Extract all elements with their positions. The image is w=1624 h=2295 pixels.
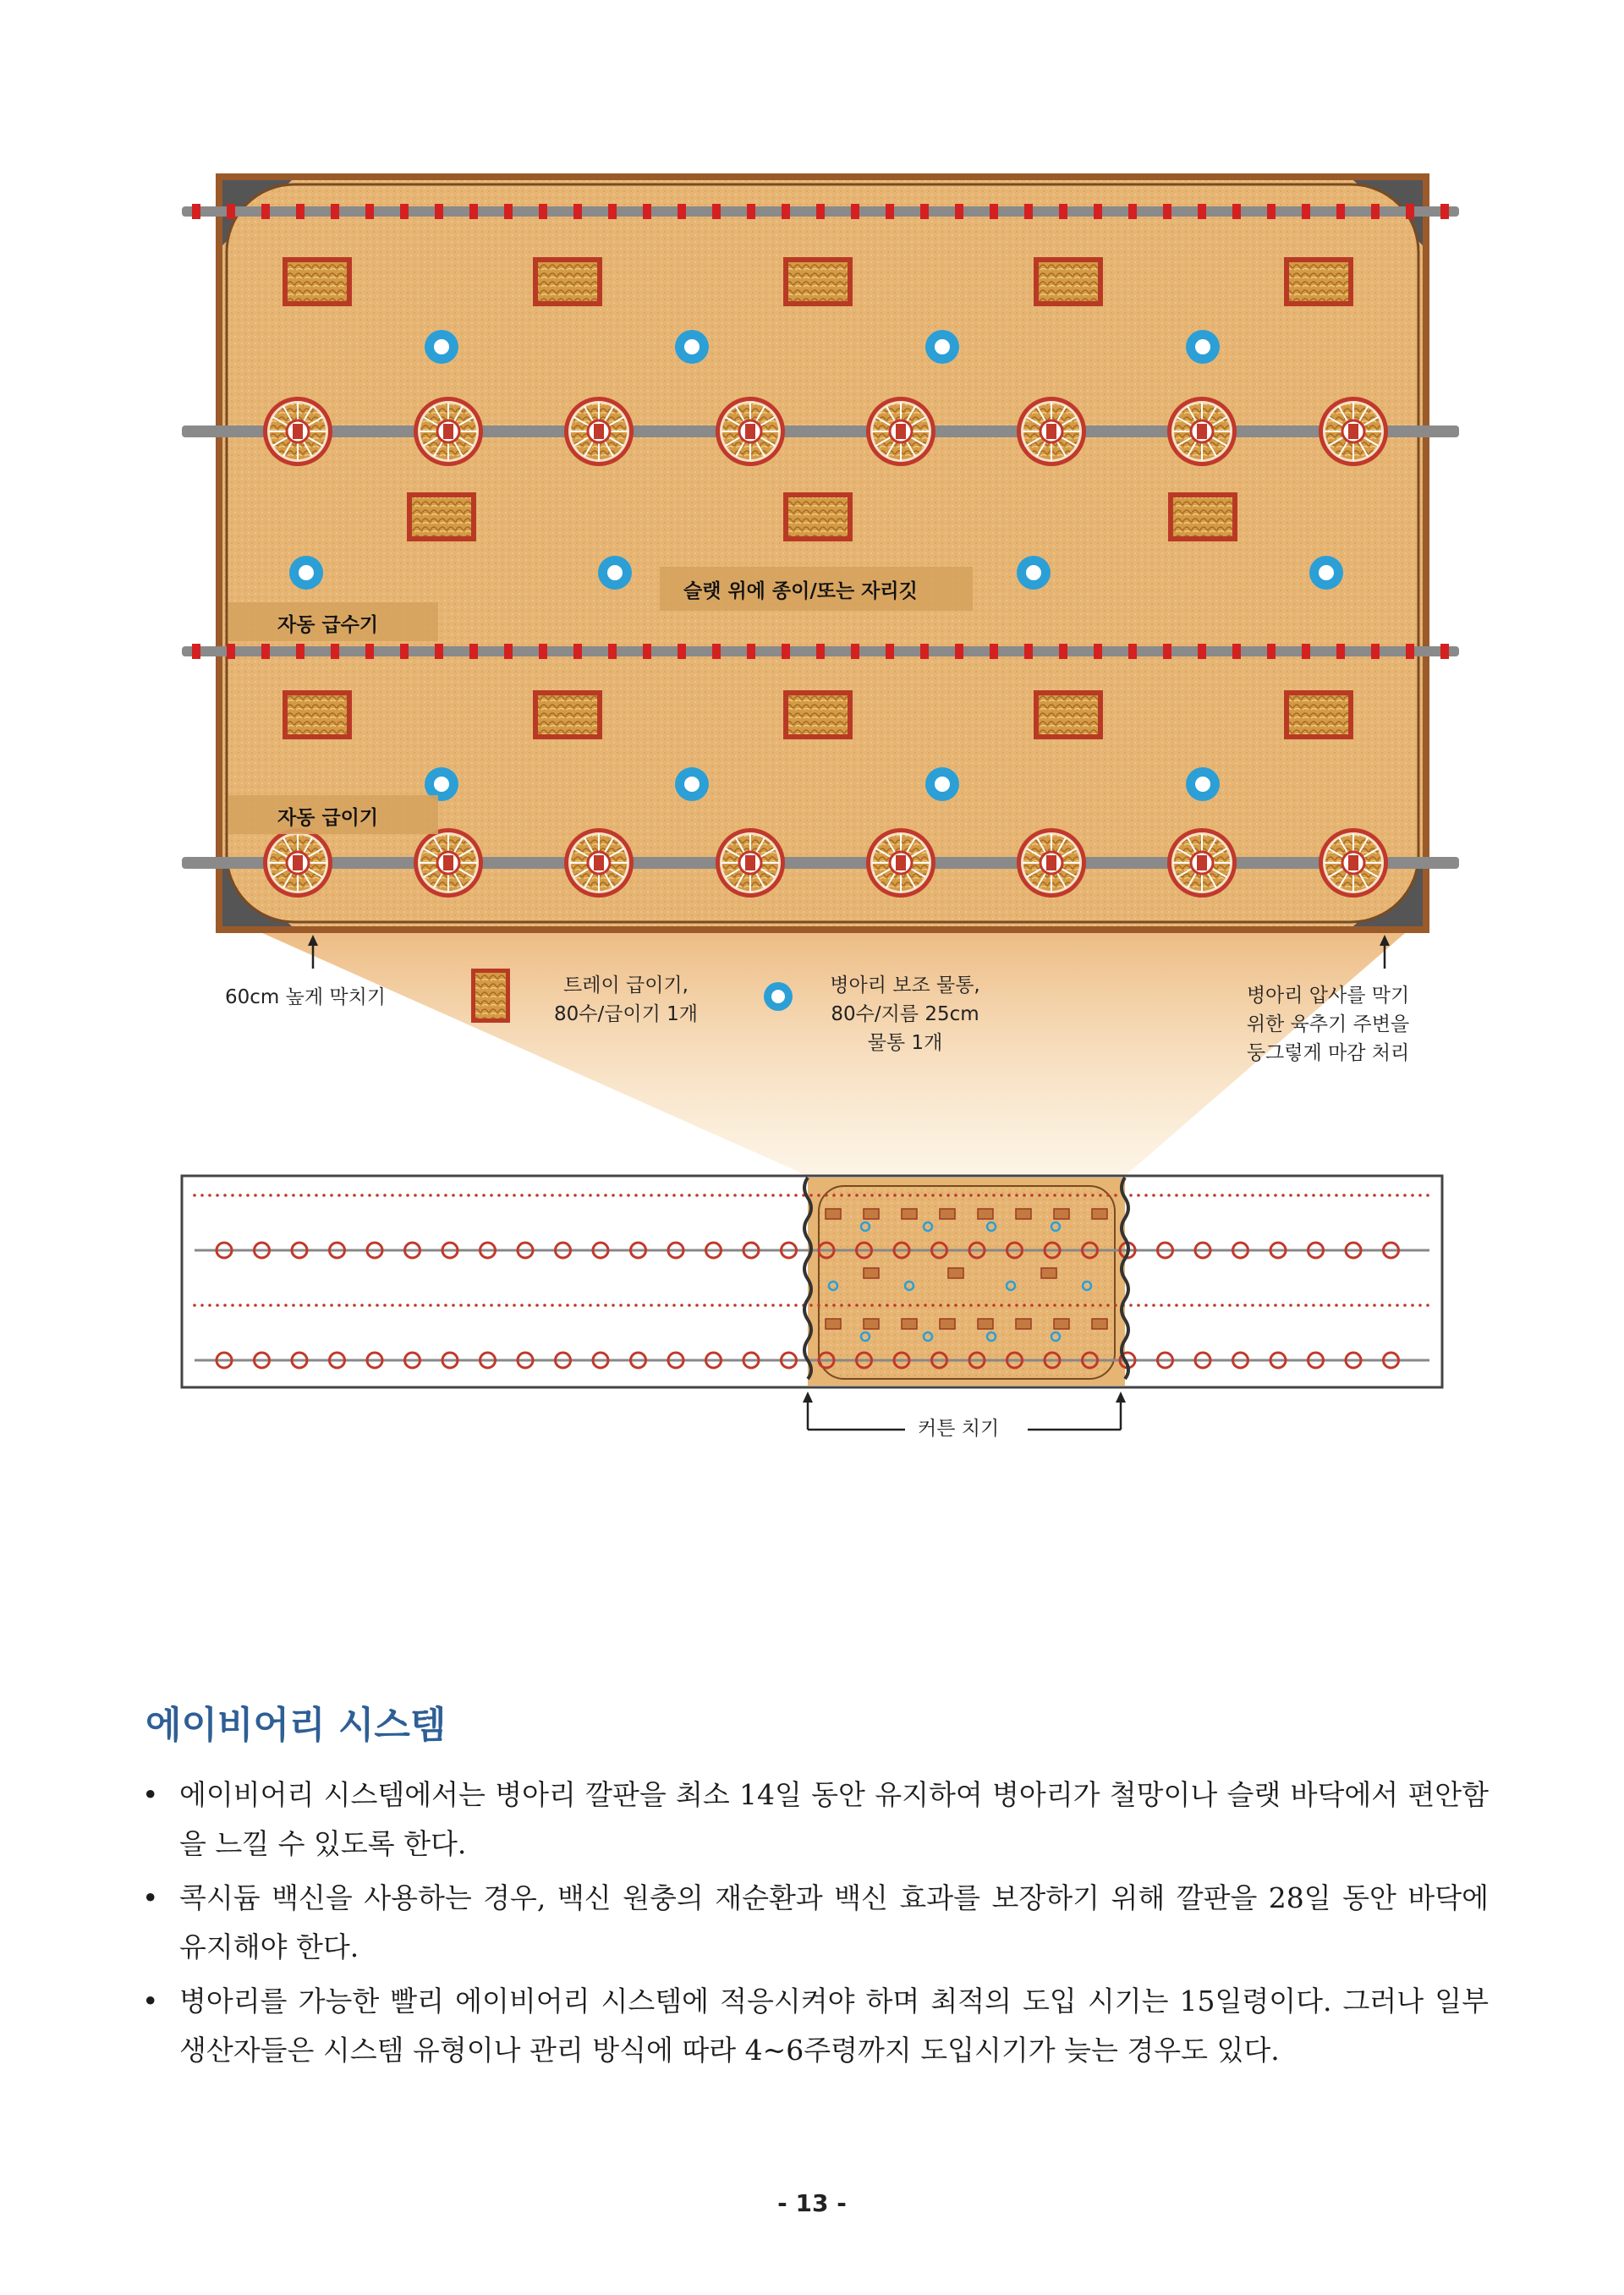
nipple-drinker [192,204,200,219]
nipple-drinker [227,644,235,659]
legend-drinker [799,971,1011,1057]
nipple-drinker [1232,644,1241,659]
nipple-drinker [1128,644,1137,659]
nipple-drinker [1440,644,1449,659]
nipple-drinker [886,204,894,219]
bullet-text: 병아리를 가능한 빨리 에이비어리 시스템에 적응시켜야 하며 최적의 도입 시기는 15일령이다. 그러나 일부 생산자들은 시스템 유형이나 관리 방식에 따라 4~6주령까지 도입시기가 늦는 경우도 있다. [179,1985,1489,2067]
nipple-drinker [192,644,200,659]
legend-tray-line2: 80수/급이기 1개 [553,1003,699,1025]
mini-tray [902,1319,917,1329]
nipple-drinker [1232,204,1241,219]
bullet-item: • 에이비어리 시스템에서는 병아리 깔판을 최소 14일 동안 유지하여 병아리가 철망이나 슬랫 바닥에서 편안함을 느낄 수 있도록 한다. [142,1778,1489,1860]
legend-corner [1218,981,1438,1068]
legend-corner-line1: 병아리 압사를 막기 [1246,985,1410,1007]
feed-line [182,857,1459,869]
mini-tray [1041,1268,1056,1278]
nipple-drinker [608,644,617,659]
mini-tray [1092,1319,1107,1329]
nipple-drinker [712,204,721,219]
nipple-drinker [1024,204,1033,219]
mini-tray [1016,1319,1031,1329]
nipple-drinker [712,644,721,659]
nipple-drinker [296,204,304,219]
nipple-drinker [331,644,339,659]
nipple-drinker [504,644,513,659]
section-title: 에이비어리 시스템 [145,1704,447,1747]
bullet-list [135,1771,1489,2080]
mini-tray [948,1268,963,1278]
curtain-label: 커튼 치기 [918,1418,1000,1440]
nipple-drinker [400,204,409,219]
feed-line [182,426,1459,437]
nipple-drinker [955,644,963,659]
nipple-drinker [1094,204,1102,219]
nipple-drinker [469,644,478,659]
nipple-drinker [1059,644,1067,659]
legend-corner-line3: 둥그렇게 마감 처리 [1246,1042,1410,1064]
nipple-drinker [851,204,859,219]
nipple-drinker [1128,204,1137,219]
nipple-drinker [816,204,825,219]
nipple-drinker [886,644,894,659]
nipple-drinker [1371,204,1380,219]
nipple-drinker [1336,644,1345,659]
nipple-drinker [435,644,443,659]
nipple-drinker [851,644,859,659]
mini-tray [940,1209,955,1219]
bullet-text: 콕시듐 백신을 사용하는 경우, 백신 원충의 재순환과 백신 효과를 보장하기 위해 깔판을 28일 동안 바닥에 유지해야 한다. [179,1881,1489,1963]
nipple-drinker [782,204,790,219]
nipple-drinker [1440,204,1449,219]
nipple-drinker [504,204,513,219]
nipple-drinker [1094,644,1102,659]
label-auto-water: 자동 급수기 [277,614,379,636]
bullet-item: • 콕시듐 백신을 사용하는 경우, 백신 원충의 재순환과 백신 효과를 보장하기 위해 깔판을 28일 동안 바닥에 유지해야 한다. [142,1881,1489,1963]
mini-tray [1054,1209,1069,1219]
nipple-drinker [331,204,339,219]
nipple-drinker [990,204,998,219]
legend-corner-line2: 위한 육추기 주변을 [1246,1013,1410,1035]
mini-tray [978,1319,993,1329]
nipple-drinker [539,644,547,659]
mini-tray [978,1209,993,1219]
nipple-drinker [955,204,963,219]
nipple-drinker [1371,644,1380,659]
nipple-drinker [261,644,270,659]
nipple-drinker [678,644,686,659]
nipple-drinker [573,644,582,659]
nipple-drinker [1198,204,1206,219]
nipple-drinker [920,204,929,219]
nipple-drinker [365,204,374,219]
nipple-drinker [990,644,998,659]
nipple-drinker [1198,644,1206,659]
legend-drinker-line2: 80수/지름 25cm [831,1003,979,1025]
nipple-drinker [1406,204,1414,219]
nipple-drinker [261,204,270,219]
legend-drinker-line1: 병아리 보조 물통, [830,975,980,997]
legend-fence: 60cm 높게 막치기 [225,986,387,1008]
nipple-drinker [539,204,547,219]
mini-tray [864,1319,879,1329]
bullet-text: 에이비어리 시스템에서는 병아리 깔판을 최소 14일 동안 유지하여 병아리가 철망이나 슬랫 바닥에서 편안함을 느낄 수 있도록 한다. [179,1778,1489,1860]
nipple-drinker [365,644,374,659]
bullet-item: • 병아리를 가능한 빨리 에이비어리 시스템에 적응시켜야 하며 최적의 도입 시기는 15일령이다. 그러나 일부 생산자들은 시스템 유형이나 관리 방식에 따라 4~6주령까지 도입시기가 늦는 경우도 있다. [142,1985,1489,2067]
nipple-drinker [1163,204,1171,219]
nipple-drinker [1267,644,1276,659]
mini-tray [1092,1209,1107,1219]
nipple-drinker [1024,644,1033,659]
legend-drinker-line3: 물통 1개 [867,1032,943,1054]
nipple-drinker [227,204,235,219]
nipple-drinker [1267,204,1276,219]
mini-tray [864,1209,879,1219]
mini-tray [1054,1319,1069,1329]
nipple-drinker [573,204,582,219]
page-number: - 13 - [777,2189,847,2217]
nipple-drinker [1336,204,1345,219]
nipple-drinker [920,644,929,659]
legend-tray-line1: 트레이 급이기, [563,975,689,997]
nipple-drinker [678,204,686,219]
nipple-drinker [1302,204,1310,219]
label-auto-feed: 자동 급이기 [277,807,379,829]
nipple-drinker [435,204,443,219]
nipple-drinker [816,644,825,659]
nipple-drinker [747,644,755,659]
nipple-drinker [1059,204,1067,219]
nipple-drinker [782,644,790,659]
nipple-drinker [643,644,651,659]
nipple-drinker [608,204,617,219]
nipple-drinker [400,644,409,659]
nipple-drinker [469,204,478,219]
legend-tray [524,971,727,1029]
mini-tray [1016,1209,1031,1219]
label-paper: 슬랫 위에 종이/또는 자리깃 [683,580,918,602]
nipple-drinker [1302,644,1310,659]
nipple-drinker [1406,644,1414,659]
mini-tray [864,1268,879,1278]
nipple-drinker [296,644,304,659]
mini-tray [826,1319,841,1329]
nipple-drinker [1163,644,1171,659]
nipple-drinker [643,204,651,219]
mini-tray [940,1319,955,1329]
mini-tray [826,1209,841,1219]
nipple-drinker [747,204,755,219]
mini-tray [902,1209,917,1219]
